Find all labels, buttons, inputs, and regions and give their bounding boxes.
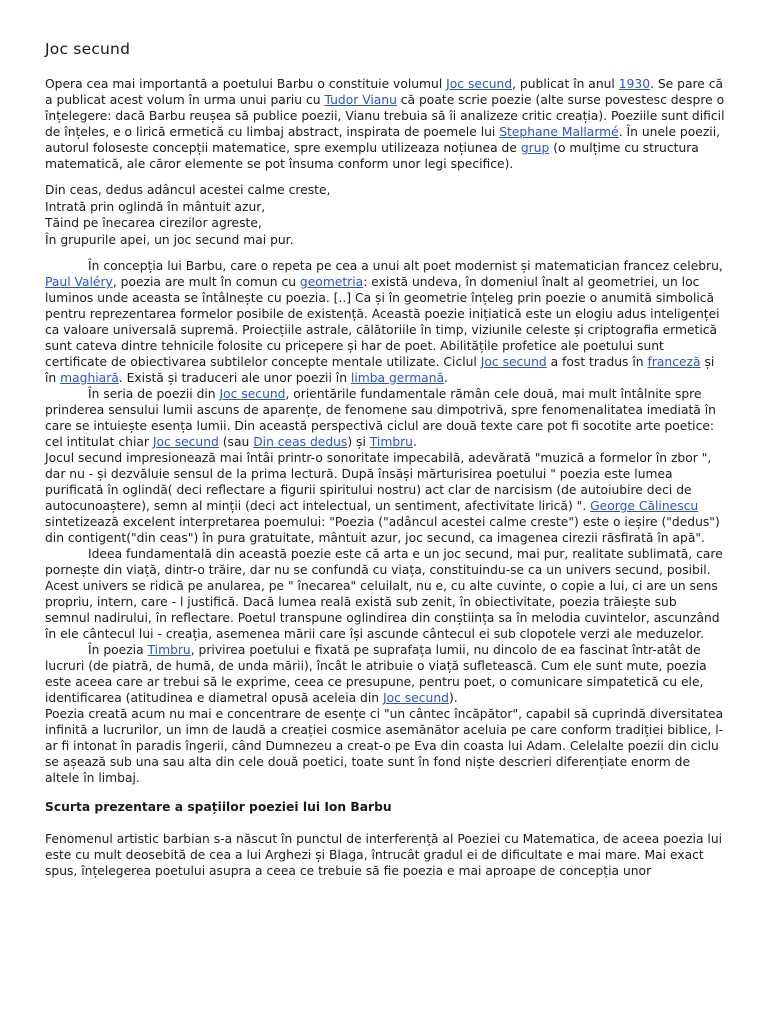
link-joc-secund[interactable]: Joc secund: [446, 77, 513, 91]
text: ) și: [347, 435, 370, 449]
link-din-ceas-dedus[interactable]: Din ceas dedus: [253, 435, 348, 449]
link-grup[interactable]: grup: [520, 141, 550, 155]
link-joc-secund[interactable]: Joc secund: [152, 435, 219, 449]
text: (sau: [218, 435, 254, 449]
text: ).: [448, 691, 458, 705]
link-tudor-vianu[interactable]: Tudor Vianu: [324, 93, 397, 107]
text: , orientările fundamentale rămân cele două, mai mult întâlnite spre prinderea sensului lumii ascuns de aparențe, de fenomene sau dimpotrivă, spre fenomenalitatea imediată în care se intuiește esența lumii. Din această perspectivă ciclul are două texte care pot fi socotite arte poetice: cel intitulat chiar: [45, 387, 716, 449]
link-paul-valery[interactable]: Paul Valéry: [45, 275, 113, 289]
text: Poezia creată acum nu mai e concentrare de esențe ci "un cântec încăpător", capabil să cuprindă diversitatea infinită a lucrurilor, un imn de laudă a creației cosmice asemănător aceluia pe care conform tradiției biblice, l-ar fi intonat în paradis îngerii, când Dumnezeu a creat-o pe Eva din coasta lui Adam. Celelalte poezii din ciclu se așează sub una sau alta din cele două poetici, toate sunt în fond niște descrieri diferențiate enorm de altele în limbaj.: [45, 707, 724, 785]
poem-line: Intrată prin oglindă în mântuit azur,: [45, 199, 266, 214]
link-franceza[interactable]: franceză: [647, 355, 701, 369]
section-heading: Scurta prezentare a spațiilor poeziei lui Ion Barbu: [45, 800, 392, 814]
text: , publicat în anul: [512, 77, 619, 91]
paragraph-poezia-creata: [45, 706, 725, 786]
link-geometria[interactable]: geometria: [299, 275, 364, 289]
link-limba-germana[interactable]: limba germană: [350, 371, 445, 385]
text: : există undeva, în domeniul înalt al geometriei, un loc luminos unde aceasta se întâlnește cu poezia. [..] Ca și în geometrie înțeleg prin poezie o anumită simbolică pentru reprezentarea formelor posibile de existență. Această poezie inițiatică este un elogiu adus inteligenței ca valoare universală supremă. Proiecțiile astrale, călătoriile în timp, viziunile celeste și criptografia ermetică sunt cateva dintre tehnicile folosite cu pricepere și har de poet. Abilitățile profetice ale poetului sunt certificate de obiectivarea subtilelor concepte mentale utilizate. Ciclul: [45, 275, 720, 369]
text: Ideea fundamentală din această poezie este că arta e un joc secund, mai pur, realitate sublimată, care pornește din viață, dintr-o trăire, dar nu se confundă cu viața, constituindu-se ca un univers secund, posibil. Acest univers se ridică pe anularea, pe " înecarea" celuilalt, nu e, cu alte cuvinte, o copie a lui, ci are un sens propriu, intern, care - l justifică. Dacă lumea reală există sub zenit, în obiectivitate, poezia trăiește sub semnul nadirului, în reflectare. Poetul transpune oglindirea din conștiința sa în melodia cuvintelor, ascunzând în ele cântecul lui - creația, asemenea mării care își ascunde cântecul ei sub clopotele verzi ale meduzelor.: [45, 547, 723, 641]
text: , privirea poetului e fixată pe suprafața lumii, nu dincolo de ea fascinat într-atât de lucruri (de piatră, de humă, de unda mării), încât le atribuie o viață sufletească. Cum ele sunt mute, poezia este aceea care ar trebui să le exprime, ceea ce presupune, pentru poet, o comunicare simpatetică cu ele, identificarea (atitudinea e diametral opusă aceleia din: [45, 643, 707, 705]
paragraph-ideea: [45, 546, 725, 642]
link-joc-secund[interactable]: Joc secund: [219, 387, 286, 401]
text: a fost tradus în: [546, 355, 648, 369]
paragraph-timbru: [45, 642, 725, 706]
text: Opera cea mai importantă a poetului Barbu o constituie volumul: [45, 77, 447, 91]
link-timbru[interactable]: Timbru: [147, 643, 191, 657]
text: , poezia are mult în comun cu: [112, 275, 300, 289]
paragraph-seria: [45, 386, 725, 450]
text: În concepția lui Barbu, care o repeta pe cea a unui alt poet modernist și matematician francez celebru,: [88, 259, 723, 273]
text: . În unele poezii, autorul foloseste concepții matematice, spre exemplu utilizeaza noțiunea de: [45, 125, 721, 155]
paragraph-conceptie: [45, 258, 725, 386]
paragraph-fenomenul: Fenomenul artistic barbian s-a născut în punctul de interferență al Poeziei cu Matematica, de aceea poezia lui este cu mult deosebită de cea a lui Arghezi și Blaga, întrucât gradul ei de dificultate e mai mare. Mai exact spus, înțelegerea poetului asupra a ceea ce trebuie să fie poezia e mai aproape de concepția unor: [45, 832, 723, 878]
text: .: [444, 371, 448, 385]
intro-paragraph: [45, 76, 725, 172]
link-joc-secund[interactable]: Joc secund: [480, 355, 547, 369]
text: .: [412, 435, 417, 449]
text: În seria de poezii din: [88, 387, 220, 401]
paragraph-jocul-secund: [45, 450, 725, 546]
text: . Se pare că a publicat acest volum în urma unui pariu cu: [45, 77, 724, 107]
poem-line: Din ceas, dedus adâncul acestei calme creste,: [45, 183, 331, 197]
link-timbru[interactable]: Timbru: [369, 435, 413, 449]
poem-line: În grupurile apei, un joc secund mai pur.: [45, 232, 294, 247]
text: . Există și traduceri ale unor poezii în: [118, 371, 351, 385]
text: (o mulțime cu structura matematică, ale căror elemente se pot însuma conform unor legi specifice).: [45, 141, 699, 171]
page-title: Joc secund: [45, 40, 131, 58]
link-stephane-mallarme[interactable]: Stephane Mallarmé: [499, 125, 619, 139]
text: Jocul secund impresionează mai întâi printr-o sonoritate impecabilă, adevărată "muzică a formelor în zbor ", dar nu - și dezvăluie sensul de la prima lectură. După însăși mărturisirea poetului " poezia este lumea purificată în oglindă( deci reflectare a figurii spiritului nostru) act clar de narcisism (de autoiubire deci de autocunoaștere), semn al minții (deci act intelectual, un sentiment, afectivitate lirică) ".: [45, 451, 712, 513]
poem-stanza: [45, 182, 725, 248]
poem-line: Tăind pe înecarea cirezilor agreste,: [45, 216, 262, 230]
text: sintetizează excelent interpretarea poemului: "Poezia ("adâncul acestei calme creste") este o ieșire ("dedus") din contigent("din ceas") în pura gratuitate, mântuit azur, joc secund, ca imagenea cirezii răsfirată în apă".: [45, 515, 720, 545]
link-joc-secund[interactable]: Joc secund: [382, 691, 449, 705]
link-1930[interactable]: 1930: [618, 77, 651, 91]
text: și în: [45, 355, 715, 385]
text: În poezia: [88, 643, 148, 657]
link-george-calinescu[interactable]: George Călinescu: [590, 499, 699, 513]
link-maghiara[interactable]: maghiară: [60, 371, 119, 385]
document-page: [45, 40, 725, 879]
text: că poate scrie poezie (alte surse povestesc despre o înțelegere: dacă Barbu reușea să publice poezii, Vianu trebuia să îi analizeze critic creația). Poeziile sunt dificil de înțeles, e o lirică ermetică cu limbaj abstract, inspirata de poemele lui: [45, 93, 725, 139]
